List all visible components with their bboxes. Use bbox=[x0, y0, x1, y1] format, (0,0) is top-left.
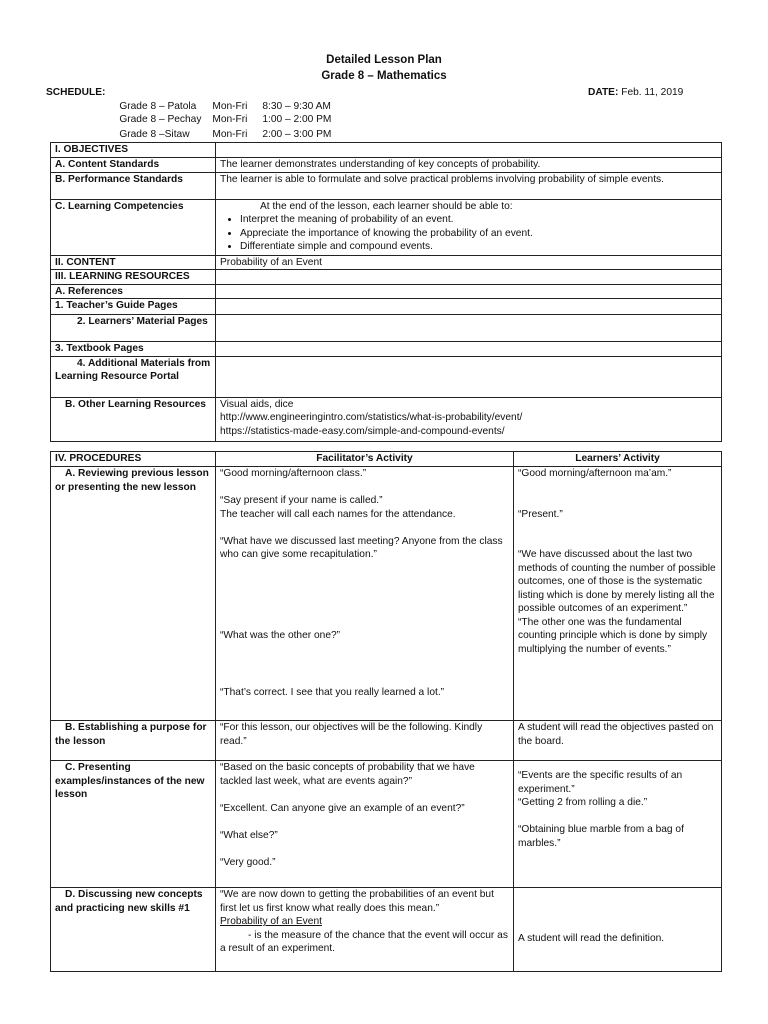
additional-materials-label: 4. Additional Materials from Learning Resource Portal bbox=[51, 356, 216, 397]
content-heading: II. CONTENT bbox=[51, 255, 216, 270]
facilitator-line: “What was the other one?” bbox=[220, 629, 341, 641]
learning-competencies-cell bbox=[216, 199, 722, 255]
other-resources-cell bbox=[216, 397, 722, 441]
other-resource-line: http://www.engineeringintro.com/statistics/what-is-probability/event/ bbox=[220, 412, 523, 423]
procedure-c-label: C. Presenting examples/instances of the new lesson bbox=[51, 761, 216, 888]
doc-title: Detailed Lesson Plan bbox=[326, 54, 442, 66]
references-label: A. References bbox=[51, 284, 216, 299]
procedure-d-learners bbox=[514, 888, 722, 972]
procedure-c-learners bbox=[514, 761, 722, 888]
empty-cell bbox=[216, 143, 722, 158]
performance-standards-label: B. Performance Standards bbox=[51, 172, 216, 199]
other-resource-line: https://statistics-made-easy.com/simple-and-compound-events/ bbox=[220, 425, 505, 437]
learners-material-label: 2. Learners’ Material Pages bbox=[51, 315, 216, 342]
objectives-heading: I. OBJECTIVES bbox=[51, 143, 216, 158]
facilitator-line: “Good morning/afternoon class.” bbox=[220, 468, 367, 479]
objectives-resources-table bbox=[50, 142, 722, 442]
schedule-section: Grade 8 – Patola bbox=[119, 100, 197, 112]
teachers-guide-label: 1. Teacher’s Guide Pages bbox=[51, 299, 216, 315]
empty-cell bbox=[216, 299, 722, 315]
procedure-a-facilitator bbox=[216, 467, 514, 721]
empty-cell bbox=[216, 342, 722, 357]
schedule-days: Mon-Fri bbox=[212, 113, 248, 125]
schedule-section: Grade 8 –Sitaw bbox=[119, 128, 190, 140]
content-value: Probability of an Event bbox=[216, 255, 722, 270]
definition-text: - is the measure of the chance that the event will occur as a result of an experiment. bbox=[220, 929, 508, 954]
date-label: DATE: bbox=[588, 87, 619, 98]
other-resource-line: Visual aids, dice bbox=[220, 398, 294, 410]
competency-item: • Appreciate the importance of knowing the probability of an event. bbox=[240, 227, 717, 241]
textbook-label: 3. Textbook Pages bbox=[51, 342, 216, 357]
schedule-time: 8:30 – 9:30 AM bbox=[262, 100, 331, 112]
learner-line: “We have discussed about the last two methods of counting the number of possible outcomes, one of those is the systematic listing which is done by merely listing all the possible outcomes of an experiment.” bbox=[518, 549, 716, 614]
schedule-label: SCHEDULE: bbox=[46, 87, 106, 98]
schedule-time: 1:00 – 2:00 PM bbox=[262, 113, 332, 125]
learner-line: “Obtaining blue marble from a bag of marbles.” bbox=[518, 824, 684, 849]
facilitator-line: “Excellent. Can anyone give an example of an event?” bbox=[220, 802, 465, 814]
learner-line: “Events are the specific results of an experiment.” bbox=[518, 770, 683, 795]
competency-item: • Interpret the meaning of probability of an event. bbox=[240, 213, 717, 227]
facilitator-header: Facilitator’s Activity bbox=[216, 452, 514, 467]
learner-line: “Present.” bbox=[518, 508, 563, 520]
competencies-list bbox=[220, 213, 717, 254]
schedule-days: Mon-Fri bbox=[212, 100, 248, 112]
procedure-b-learners: A student will read the objectives pasted on the board. bbox=[514, 721, 722, 761]
empty-cell bbox=[216, 284, 722, 299]
date-value: Feb. 11, 2019 bbox=[621, 87, 684, 98]
schedule-section: Grade 8 – Pechay bbox=[119, 113, 202, 125]
procedure-b-facilitator: “For this lesson, our objectives will be the following. Kindly read.” bbox=[216, 721, 514, 761]
learner-line: A student will read the definition. bbox=[518, 933, 665, 944]
procedure-b-label: B. Establishing a purpose for the lesson bbox=[51, 721, 216, 761]
performance-standards-value: The learner is able to formulate and solve practical problems involving probability of simple events. bbox=[216, 172, 722, 199]
procedures-heading: IV. PROCEDURES bbox=[51, 452, 216, 467]
competency-item: • Differentiate simple and compound events. bbox=[240, 240, 717, 254]
learning-competencies-label: C. Learning Competencies bbox=[51, 199, 216, 255]
content-standards-label: A. Content Standards bbox=[51, 158, 216, 173]
facilitator-line: “That’s correct. I see that you really learned a lot.” bbox=[220, 687, 445, 698]
other-resources-label: B. Other Learning Resources bbox=[51, 397, 216, 441]
procedure-c-facilitator bbox=[216, 761, 514, 888]
procedure-a-learners bbox=[514, 467, 722, 721]
schedule-time: 2:00 – 3:00 PM bbox=[262, 128, 332, 140]
procedure-d-label: D. Discussing new concepts and practicing new skills #1 bbox=[51, 888, 216, 972]
procedure-d-facilitator bbox=[216, 888, 514, 972]
competencies-intro: At the end of the lesson, each learner should be able to: bbox=[260, 200, 513, 212]
facilitator-line: “What else?” bbox=[220, 829, 278, 841]
learners-header: Learners’ Activity bbox=[514, 452, 722, 467]
definition-term: Probability of an Event bbox=[220, 916, 322, 927]
empty-cell bbox=[216, 270, 722, 285]
facilitator-line: “Based on the basic concepts of probability that we have tackled last week, what are events again?” bbox=[220, 762, 475, 787]
date-field bbox=[588, 86, 683, 100]
doc-subtitle: Grade 8 – Mathematics bbox=[321, 70, 447, 82]
learner-line: “Getting 2 from rolling a die.” bbox=[518, 797, 648, 808]
schedule-days: Mon-Fri bbox=[212, 128, 248, 140]
facilitator-line: “What have we discussed last meeting? Anyone from the class who can give some recapitulation.” bbox=[220, 535, 503, 560]
learner-line: “Good morning/afternoon ma’am.” bbox=[518, 468, 672, 479]
facilitator-line: The teacher will call each names for the attendance. bbox=[220, 508, 456, 520]
learning-resources-heading: III. LEARNING RESOURCES bbox=[51, 270, 216, 285]
learner-line: “The other one was the fundamental counting principle which is done by simply multiplying the number of events.” bbox=[518, 616, 708, 655]
procedure-a-label: A. Reviewing previous lesson or presenting the new lesson bbox=[51, 467, 216, 721]
facilitator-line: “We are now down to getting the probabilities of an event but first let us first know what really does this mean.” bbox=[220, 889, 494, 914]
empty-cell bbox=[216, 356, 722, 397]
facilitator-line: “Very good.” bbox=[220, 856, 276, 868]
content-standards-value: The learner demonstrates understanding of key concepts of probability. bbox=[216, 158, 722, 173]
facilitator-line: “Say present if your name is called.” bbox=[220, 495, 383, 506]
procedures-table bbox=[50, 451, 722, 972]
empty-cell bbox=[216, 315, 722, 342]
